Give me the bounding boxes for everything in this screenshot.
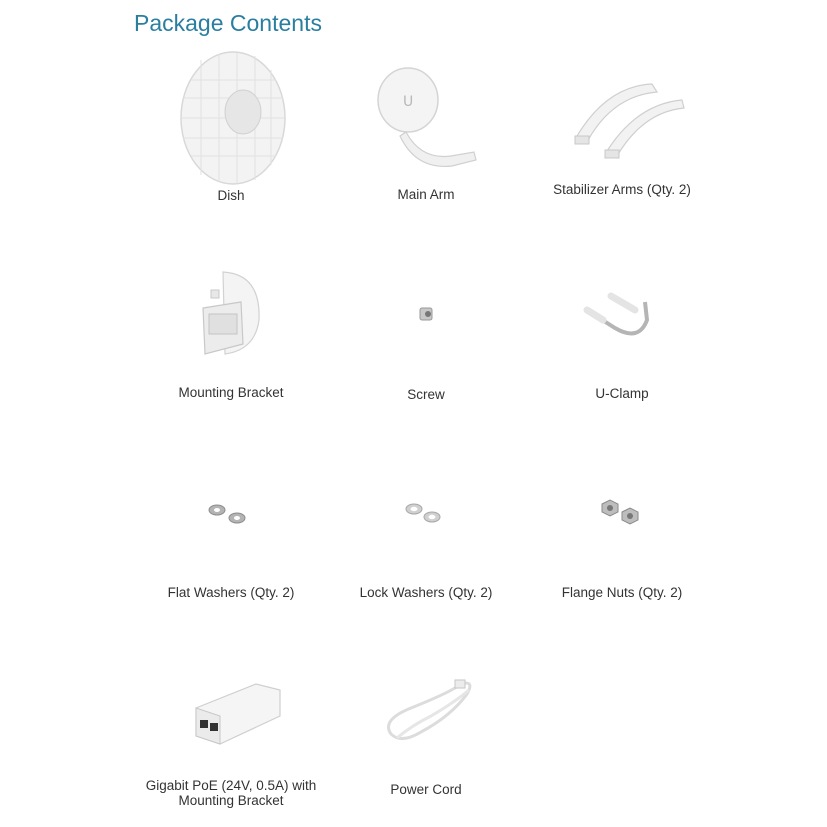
item-label: Mounting Bracket [178,385,284,400]
item-label: Stabilizer Arms (Qty. 2) [553,182,691,197]
item-label: U-Clamp [595,386,649,401]
item-stabilizer-arms [527,76,717,197]
item-label: Main Arm [397,187,455,202]
flat-washers-icon [201,500,261,530]
item-mounting-bracket [136,268,326,400]
item-poe-adapter [136,676,326,808]
item-dish [136,50,326,203]
item-label: Flange Nuts (Qty. 2) [561,585,683,600]
poe-adapter-icon [176,676,286,756]
dish-icon [171,50,291,185]
item-main-arm [331,60,521,202]
power-cord-icon [371,676,481,751]
item-label: Lock Washers (Qty. 2) [359,585,493,600]
item-power-cord [331,676,521,797]
item-label: Gigabit PoE (24V, 0.5A) with Mounting Bracket [145,778,317,808]
main-arm-icon [366,60,486,185]
item-label: Dish [217,188,245,203]
screw-icon [406,300,446,330]
item-label: Flat Washers (Qty. 2) [167,585,295,600]
svg-text:U: U [403,94,414,110]
u-clamp-icon [577,288,667,348]
lock-washers-icon [396,500,456,530]
item-u-clamp [527,288,717,401]
item-screw [331,300,521,402]
stabilizer-arms-icon [557,76,687,186]
mounting-bracket-icon [181,268,281,363]
item-label: Power Cord [390,782,462,797]
item-lock-washers [331,500,521,600]
flange-nuts-icon [592,498,652,530]
item-flange-nuts [527,498,717,600]
page-title: Package Contents [134,10,322,36]
item-label: Screw [407,387,445,402]
item-flat-washers [136,500,326,600]
